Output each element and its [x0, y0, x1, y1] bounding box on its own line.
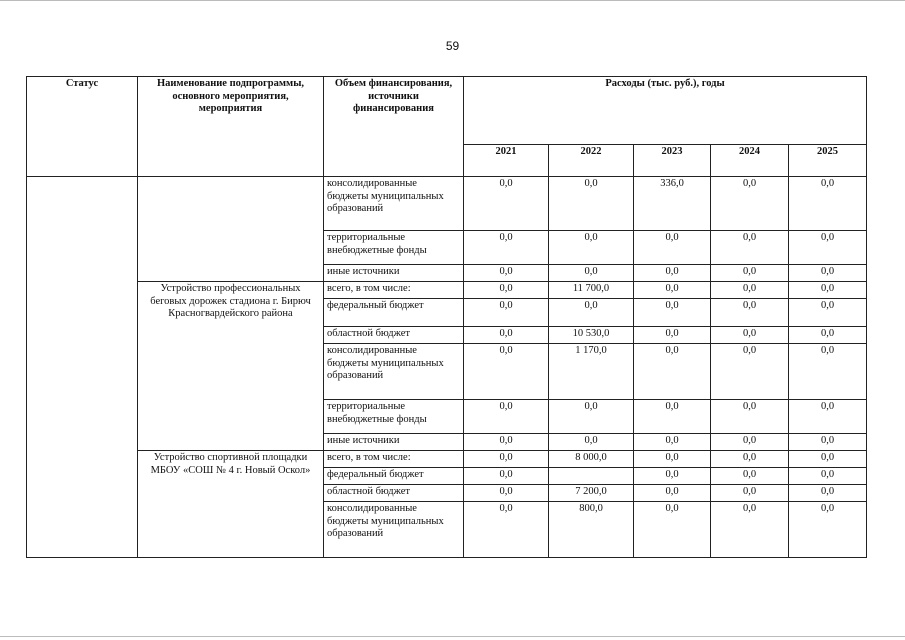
amount-cell: 0,0: [789, 265, 867, 282]
table-row: [27, 177, 867, 231]
funding-source: областной бюджет: [324, 327, 464, 344]
amount-cell: 0,0: [464, 434, 549, 451]
funding-source: консолидированные бюджеты муниципальных образований: [324, 502, 464, 558]
amount-cell: 0,0: [789, 231, 867, 265]
amount-cell: 10 530,0: [549, 327, 634, 344]
amount-cell: 0,0: [634, 265, 711, 282]
table-row: [27, 451, 867, 468]
amount-cell: 800,0: [549, 502, 634, 558]
amount-cell: 0,0: [549, 265, 634, 282]
amount-cell: 0,0: [711, 468, 789, 485]
header-year: 2024: [711, 145, 789, 177]
amount-cell: 0,0: [711, 231, 789, 265]
amount-cell: 0,0: [464, 231, 549, 265]
header-year: 2025: [789, 145, 867, 177]
amount-cell: 0,0: [464, 400, 549, 434]
amount-cell: 336,0: [634, 177, 711, 231]
amount-cell: 0,0: [789, 485, 867, 502]
header-expenses: Расходы (тыс. руб.), годы: [464, 77, 867, 145]
funding-source: территориальные внебюджетные фонды: [324, 231, 464, 265]
amount-cell: 0,0: [711, 177, 789, 231]
amount-cell: 0,0: [634, 344, 711, 400]
amount-cell: 11 700,0: [549, 282, 634, 299]
amount-cell: 0,0: [789, 502, 867, 558]
activity-name: Устройство профессиональных беговых дорожек стадиона г. Бирюч Красногвардейского района: [138, 282, 324, 451]
amount-cell: 0,0: [549, 231, 634, 265]
table-body: [27, 177, 867, 558]
amount-cell: 0,0: [464, 282, 549, 299]
amount-cell: 0,0: [711, 485, 789, 502]
header-year: 2021: [464, 145, 549, 177]
amount-cell: 0,0: [711, 344, 789, 400]
amount-cell: 0,0: [634, 400, 711, 434]
header-year: 2022: [549, 145, 634, 177]
status-cell: [27, 177, 138, 558]
funding-source: консолидированные бюджеты муниципальных образований: [324, 344, 464, 400]
amount-cell: 0,0: [789, 299, 867, 327]
amount-cell: 0,0: [464, 468, 549, 485]
amount-cell: 0,0: [464, 485, 549, 502]
amount-cell: 0,0: [634, 502, 711, 558]
amount-cell: 0,0: [711, 451, 789, 468]
amount-cell: 0,0: [634, 299, 711, 327]
amount-cell: 0,0: [789, 434, 867, 451]
amount-cell: 0,0: [711, 299, 789, 327]
financing-table: [26, 76, 867, 558]
amount-cell: 0,0: [711, 265, 789, 282]
amount-cell: [549, 468, 634, 485]
amount-cell: 0,0: [711, 282, 789, 299]
header-year: 2023: [634, 145, 711, 177]
funding-source: всего, в том числе:: [324, 282, 464, 299]
scan-edge-top: [0, 0, 905, 1]
amount-cell: 8 000,0: [549, 451, 634, 468]
funding-source: всего, в том числе:: [324, 451, 464, 468]
amount-cell: 0,0: [464, 177, 549, 231]
page-number: 59: [445, 39, 460, 53]
header-status: Статус: [27, 77, 138, 177]
activity-name: Устройство спортивной площадки МБОУ «СОШ № 4 г. Новый Оскол»: [138, 451, 324, 558]
amount-cell: 0,0: [464, 451, 549, 468]
amount-cell: 0,0: [711, 502, 789, 558]
activity-name: [138, 177, 324, 282]
funding-source: иные источники: [324, 434, 464, 451]
amount-cell: 7 200,0: [549, 485, 634, 502]
amount-cell: 0,0: [464, 327, 549, 344]
funding-source: иные источники: [324, 265, 464, 282]
funding-source: федеральный бюджет: [324, 468, 464, 485]
header-volume: Объем финансирования, источники финансирования: [324, 77, 464, 177]
amount-cell: 0,0: [549, 400, 634, 434]
amount-cell: 0,0: [711, 327, 789, 344]
amount-cell: 0,0: [789, 344, 867, 400]
funding-source: федеральный бюджет: [324, 299, 464, 327]
scan-edge-bottom: [0, 636, 905, 637]
header-name: Наименование подпрограммы, основного мероприятия, мероприятия: [138, 77, 324, 177]
amount-cell: 0,0: [789, 468, 867, 485]
amount-cell: 0,0: [711, 400, 789, 434]
amount-cell: 0,0: [789, 177, 867, 231]
funding-source: областной бюджет: [324, 485, 464, 502]
amount-cell: 0,0: [634, 468, 711, 485]
amount-cell: 0,0: [634, 282, 711, 299]
amount-cell: 0,0: [789, 400, 867, 434]
amount-cell: 0,0: [464, 502, 549, 558]
amount-cell: 0,0: [789, 282, 867, 299]
amount-cell: 0,0: [549, 177, 634, 231]
amount-cell: 0,0: [634, 434, 711, 451]
amount-cell: 0,0: [464, 344, 549, 400]
amount-cell: 0,0: [464, 265, 549, 282]
amount-cell: 0,0: [464, 299, 549, 327]
amount-cell: 0,0: [634, 327, 711, 344]
amount-cell: 0,0: [634, 231, 711, 265]
funding-source: территориальные внебюджетные фонды: [324, 400, 464, 434]
amount-cell: 0,0: [711, 434, 789, 451]
amount-cell: 0,0: [634, 485, 711, 502]
amount-cell: 0,0: [549, 434, 634, 451]
amount-cell: 0,0: [789, 327, 867, 344]
funding-source: консолидированные бюджеты муниципальных образований: [324, 177, 464, 231]
table-row: [27, 282, 867, 299]
amount-cell: 0,0: [549, 299, 634, 327]
amount-cell: 1 170,0: [549, 344, 634, 400]
amount-cell: 0,0: [789, 451, 867, 468]
amount-cell: 0,0: [634, 451, 711, 468]
